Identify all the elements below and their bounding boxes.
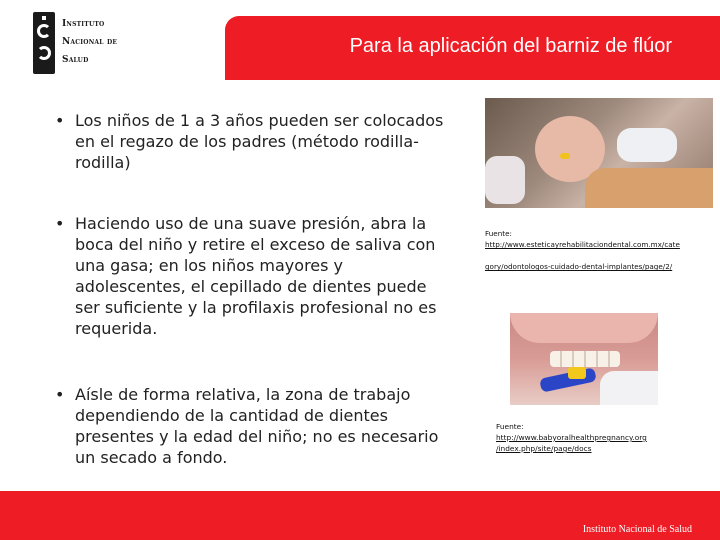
bullet-symbol: • — [55, 111, 65, 130]
footer-text: Instituto Nacional de Salud — [582, 524, 692, 535]
logo-line-3: Salud — [62, 55, 89, 65]
photo-teeth-brush — [510, 313, 658, 405]
bullet-symbol: • — [55, 385, 65, 404]
bullet-text: Los niños de 1 a 3 años pueden ser colocados en el regazo de los padres (método rodilla-rodilla) — [75, 111, 444, 172]
logo-line-2: Nacional de — [62, 37, 118, 47]
bullet-item — [55, 384, 455, 468]
title-banner — [225, 16, 720, 80]
logo-wordmark — [62, 15, 117, 69]
bullet-item — [55, 110, 455, 173]
bullet-list — [55, 110, 455, 498]
logo-line-1: Instituto — [62, 19, 105, 29]
source-label: Fuente: — [496, 422, 524, 431]
source-link-2b[interactable]: /index.php/site/page/docs — [496, 444, 592, 453]
source-link-1b[interactable]: gory/odontologos-cuidado-dental-implantes/page/2/ — [485, 262, 673, 271]
source-caption-1 — [485, 228, 717, 272]
source-label: Fuente: — [485, 229, 512, 238]
institute-logo — [33, 12, 153, 74]
source-link-1a[interactable]: http://www.esteticayrehabilitaciondental.com.mx/cate — [485, 240, 680, 249]
photo-baby-fluoride-application — [485, 98, 713, 208]
bullet-text: Aísle de forma relativa, la zona de trabajo dependiendo de la cantidad de dientes presentes y la edad del niño; no es necesario un secado a fondo. — [75, 385, 439, 467]
source-caption-2 — [496, 421, 696, 454]
bullet-item — [55, 213, 455, 339]
bullet-symbol: • — [55, 214, 65, 233]
ins-logo-icon — [33, 12, 55, 74]
footer-bar — [0, 491, 720, 540]
bullet-text: Haciendo uso de una suave presión, abra la boca del niño y retire el exceso de saliva con una gasa; en los niños mayores y adolescentes, el cepillado de dientes puede ser suficiente y la profilaxis profesional no es requerida. — [75, 214, 437, 338]
slide-title: Para la aplicación del barniz de flúor — [349, 35, 672, 57]
source-link-2a[interactable]: http://www.babyoralhealthpregnancy.org — [496, 433, 647, 442]
